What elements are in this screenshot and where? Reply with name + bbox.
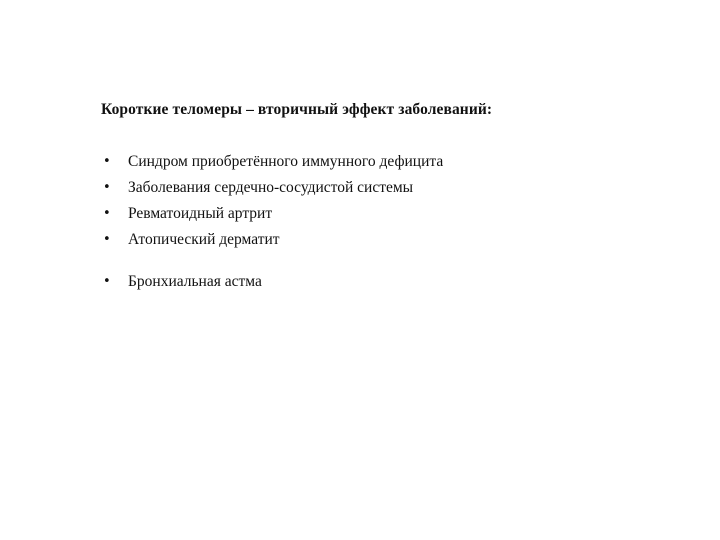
slide-heading: Короткие теломеры – вторичный эффект заболеваний: xyxy=(101,101,493,118)
bullet-icon: • xyxy=(103,274,111,289)
bullet-icon: • xyxy=(103,232,111,247)
list-item-text: Бронхиальная астма xyxy=(128,273,262,290)
list-item-text: Атопический дерматит xyxy=(128,231,280,248)
list-item-text: Заболевания сердечно-сосудистой системы xyxy=(128,179,414,196)
bullet-icon: • xyxy=(103,206,111,221)
list-item-text: Синдром приобретённого иммунного дефицита xyxy=(128,153,444,170)
list-item-text: Ревматоидный артрит xyxy=(128,205,273,222)
bullet-icon: • xyxy=(103,154,111,169)
bullet-icon: • xyxy=(103,180,111,195)
